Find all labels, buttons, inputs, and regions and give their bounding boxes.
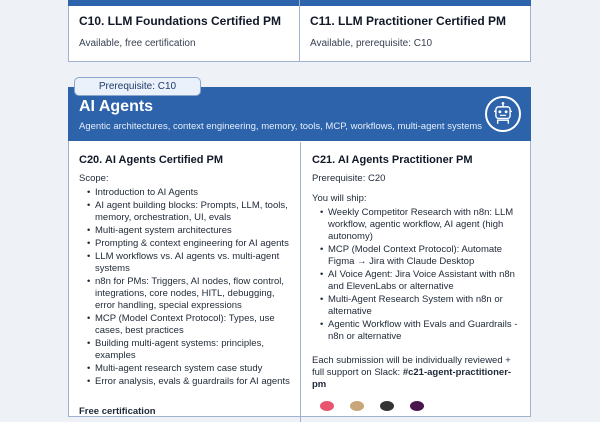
review-note — [312, 355, 521, 391]
n8n-logo-icon — [320, 401, 334, 411]
c20-title: C20. AI Agents Certified PM — [79, 154, 224, 166]
ai-agents-section — [68, 87, 531, 417]
card-c11-status: Available, prerequisite: C10 — [310, 38, 433, 49]
c21-column — [301, 142, 531, 422]
list-item: • Multi-agent research system case study — [87, 363, 290, 375]
list-item: • Multi-Agent Research System with n8n or alternative — [320, 294, 521, 318]
section-title: AI Agents — [79, 98, 154, 115]
previous-cards-row — [68, 0, 531, 62]
list-item: • LLM workflows vs. AI agents vs. multi-agent systems — [87, 251, 290, 275]
list-item: • n8n for PMs: Triggers, AI nodes, flow control, integrations, core nodes, HITL, debugging, error handling, special expressions — [87, 276, 290, 312]
list-item: • Agentic Workflow with Evals and Guardrails - n8n or alternative — [320, 319, 521, 343]
elevenlabs-logo-icon — [380, 401, 394, 411]
card-c11[interactable] — [299, 0, 530, 61]
card-c10-title: C10. LLM Foundations Certified PM — [79, 14, 282, 28]
list-item: • MCP (Model Context Protocol): Automate Figma → Jira with Claude Desktop — [320, 244, 521, 268]
robot-icon — [485, 96, 521, 132]
slack-logo-icon — [410, 401, 424, 411]
list-item: • AI agent building blocks: Prompts, LLM, tools, memory, orchestration, UI, evals — [87, 200, 290, 224]
ship-list — [312, 207, 521, 343]
ship-label: You will ship: — [312, 193, 367, 204]
list-item: • AI Voice Agent: Jira Voice Assistant with n8n and ElevenLabs or alternative — [320, 269, 521, 293]
c21-title: C21. AI Agents Practitioner PM — [312, 154, 473, 166]
scope-label: Scope: — [79, 173, 109, 184]
claude-logo-icon — [350, 401, 364, 411]
list-item: • Introduction to AI Agents — [87, 187, 290, 199]
card-c11-title: C11. LLM Practitioner Certified PM — [310, 14, 507, 28]
section-subtitle: Agentic architectures, context engineering, memory, tools, MCP, workflows, multi-agent systems — [79, 121, 483, 132]
list-item: • MCP (Model Context Protocol): Types, use cases, best practices — [87, 313, 290, 337]
prerequisite-tab: Prerequisite: C10 — [74, 77, 201, 96]
list-item: • Multi-agent system architectures — [87, 225, 290, 237]
list-item: • Error analysis, evals & guardrails for AI agents — [87, 376, 290, 388]
tool-logos — [312, 401, 521, 415]
list-item: • Prompting & context engineering for AI agents — [87, 238, 290, 250]
card-c10[interactable] — [69, 0, 299, 61]
scope-list — [79, 187, 290, 388]
review-note-text: Each submission will be individually reviewed + full support on Slack: — [312, 355, 511, 378]
free-certification-label: Free certification — [79, 406, 156, 417]
card-c10-status: Available, free certification — [79, 38, 196, 49]
list-item: • Building multi-agent systems: principles, examples — [87, 338, 290, 362]
prerequisite-label: Prerequisite: C20 — [312, 173, 386, 184]
c20-column — [69, 142, 301, 422]
list-item: • Weekly Competitor Research with n8n: LLM workflow, agentic workflow, AI agent (high autonomy) — [320, 207, 521, 243]
slack-channel[interactable]: #c21-agent-practitioner-pm — [312, 367, 512, 390]
